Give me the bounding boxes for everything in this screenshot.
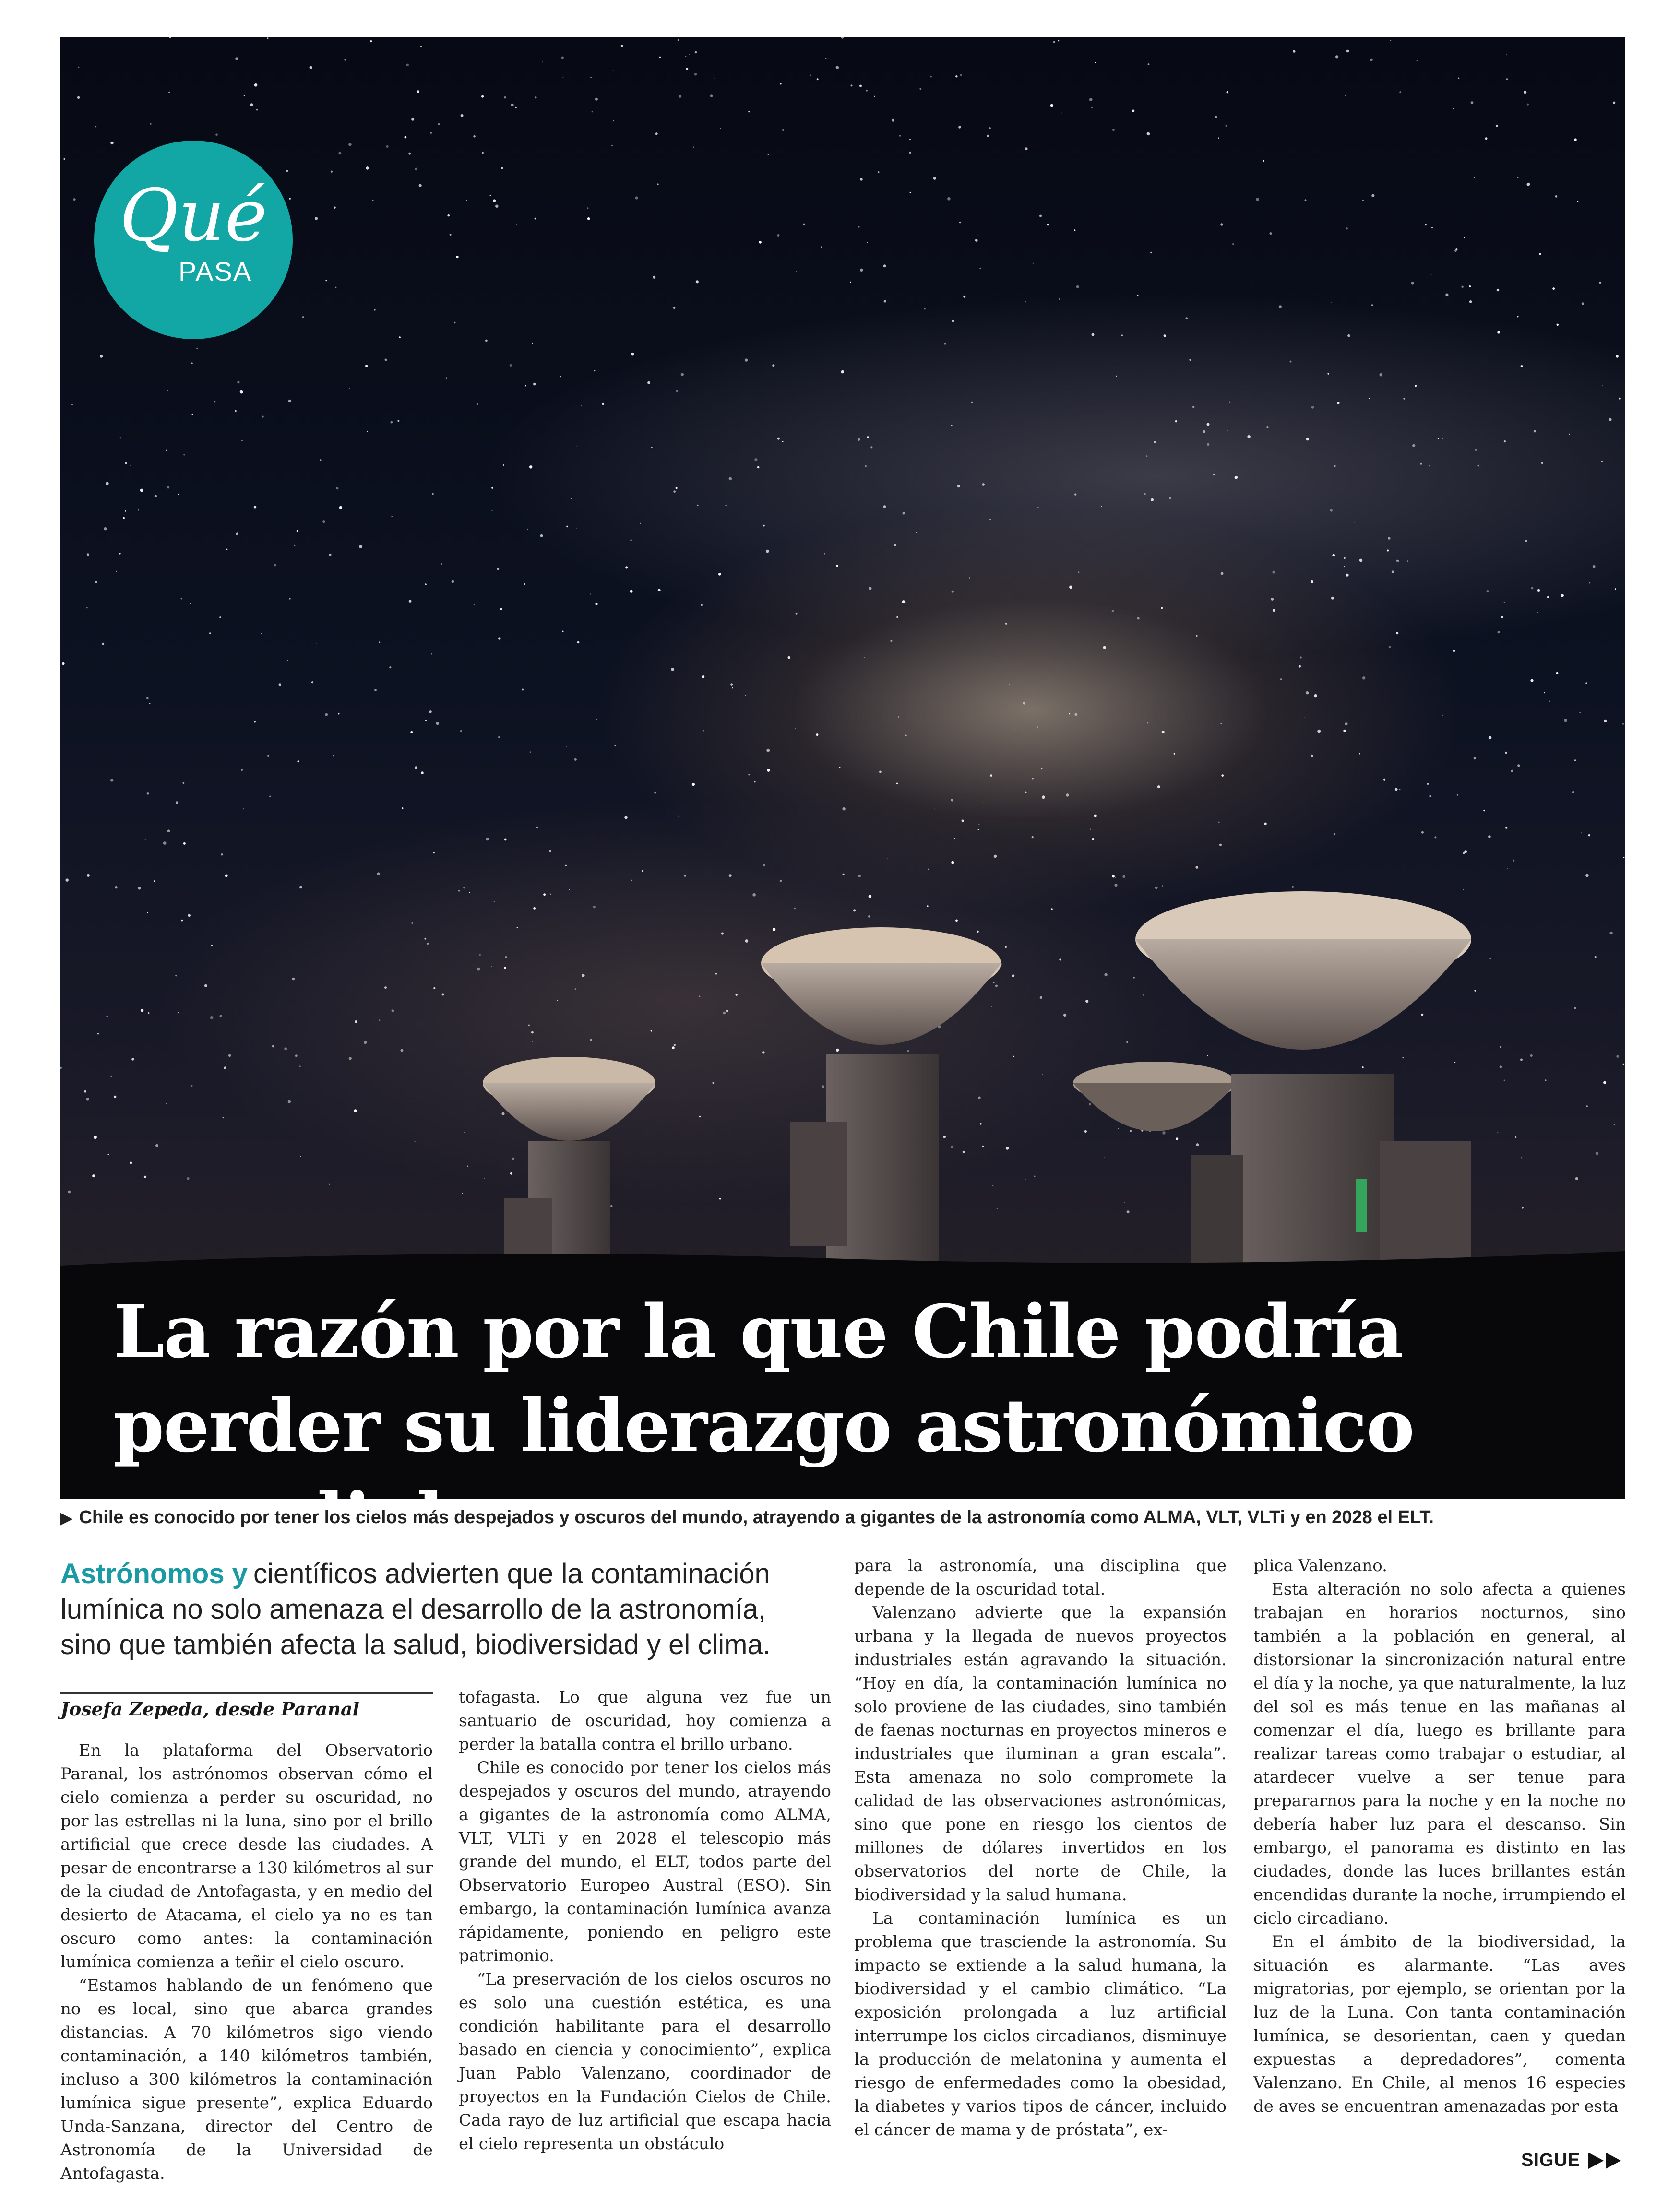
- byline: Josefa Zepeda, desde Paranal: [60, 1698, 360, 1720]
- article-column-4: [1253, 1554, 1626, 2190]
- paragraph: tofagasta. Lo que alguna vez fue un santuario de oscuridad, hoy comienza a perder la batalla contra el brillo urbano.: [459, 1688, 831, 1754]
- paragraph: “Estamos hablando de un fenómeno que no es local, sino que abarca grandes distancias. A 70 kilómetros sigo viendo contaminación, a 140 kilómetros también, incluso a 300 kilómetros la contaminación lumínica sigue presente”, explica Eduardo Unda-Sanzana, director del Centro de Astronomía de la Universidad de Antofagasta.: [60, 1976, 433, 2183]
- caption-triangle-icon: ▶: [60, 1509, 72, 1526]
- paragraph: Esta alteración no solo afecta a quienes trabajan en horarios nocturnos, sino también a la población en general, al distorsionar la sincronización natural entre el día y la noche, ya que naturalmente, la luz del sol es más tenue en las mañanas al comenzar el día, luego es brillante para realizar tareas como trabajar o estudiar, al atardecer vuelve a ser tenue para prepararnos para la noche y en la noche no debería haber luz para el descanso. Sin embargo, el panorama es distinto en las ciudades, donde las luces brillantes están encendidas durante la noche, irrumpiendo el ciclo circadiano.: [1253, 1580, 1626, 1928]
- article-column-1: [60, 1739, 433, 2190]
- radio-telescope-antennas: [60, 37, 1625, 1499]
- article-column-3: [854, 1554, 1227, 2190]
- paragraph: La contaminación lumínica es un problema que trasciende la astronomía. Su impacto se extiende a la salud humana, la biodiversidad y el cambio climático. “La exposición prolongada a luz artificial interrumpe los ciclos circadianos, disminuye la producción de melatonina y aumenta el riesgo de enfermedades como la obesidad, la diabetes y varios tipos de cáncer, incluido el cáncer de mama y de próstata”, ex-: [854, 1909, 1227, 2140]
- paragraph: En el ámbito de la biodiversidad, la situación es alarmante. “Las aves migratorias, por ejemplo, se orientan por la luz de la Luna. Con tanta contaminación lumínica, se desorientan, caen y quedan expuestas a depredadores”, comenta Valenzano. En Chile, al menos 16 especies de aves se encuentran amenazadas por esta: [1253, 1932, 1626, 2116]
- photo-caption: [60, 1507, 1625, 1528]
- continue-label: SIGUE: [1521, 2150, 1581, 2170]
- headline: La razón por la que Chile podría perder su liderazgo astronómico mundial: [113, 1289, 1414, 1562]
- byline-rule: [60, 1692, 433, 1694]
- lede-text: científicos advierten que la contaminación lumínica no solo amenaza el desarrollo de la astronomía, sino que también afecta la salud, biodiversidad y el clima.: [60, 1558, 771, 1660]
- logo-word: Qué: [119, 174, 268, 258]
- article-lede: [60, 1556, 790, 1663]
- paragraph: Chile es conocido por tener los cielos más despejados y oscuros del mundo, atrayendo a gigantes de la astronomía como ALMA, VLT, VLTi y en 2028 el telescopio más grande del mundo, el ELT, todos parte del Observatorio Europeo Austral (ESO). Sin embargo, la contaminación lumínica avanza rápidamente, poniendo en peligro este patrimonio.: [459, 1758, 831, 1965]
- paragraph: En la plataforma del Observatorio Paranal, los astrónomos observan cómo el cielo comienza a perder su oscuridad, no por las estrellas ni la luna, sino por el brillo artificial que crece desde las ciudades. A pesar de encontrarse a 130 kilómetros al sur de la ciudad de Antofagasta, y en medio del desierto de Atacama, el cielo ya no es tan oscuro como antes: la contaminación lumínica comienza a teñir el cielo oscuro.: [60, 1741, 433, 1972]
- lede-lead: Astrónomos y: [60, 1558, 248, 1589]
- paragraph: Valenzano advierte que la expansión urbana y la llegada de nuevos proyectos industriales están agravando la situación. “Hoy en día, la contaminación lumínica no solo proviene de las ciudades, sino también de faenas nocturnas en proyectos mineros e industriales que iluminan a gran escala”. Esta amenaza no solo compromete la calidad de las observaciones astronómicas, sino que pone en riesgo los cientos de millones de dólares invertidos en los observatorios del norte de Chile, la biodiversidad y la salud humana.: [854, 1603, 1227, 1904]
- article-column-2: [459, 1686, 831, 2190]
- paragraph: “La preservación de los cielos oscuros no es solo una cuestión estética, es una condición habilitante para el desarrollo basado en ciencia y conocimiento”, explica Juan Pablo Valenzano, coordinador de proyectos en la Fundación Cielos de Chile. Cada rayo de luz artificial que escapa hacia el cielo representa un obstáculo: [459, 1970, 831, 2153]
- paragraph: plica Valenzano.: [1253, 1556, 1387, 1575]
- paragraph: para la astronomía, una disciplina que depende de la oscuridad total.: [854, 1556, 1227, 1599]
- logo-sub: PASA: [179, 256, 252, 286]
- que-pasa-logo: [94, 141, 293, 339]
- caption-text: Chile es conocido por tener los cielos más despejados y oscuros del mundo, atrayendo a gigantes de la astronomía como ALMA, VLT, VLTi y en 2028 el ELT.: [79, 1507, 1434, 1527]
- double-arrow-icon: [1588, 2153, 1623, 2169]
